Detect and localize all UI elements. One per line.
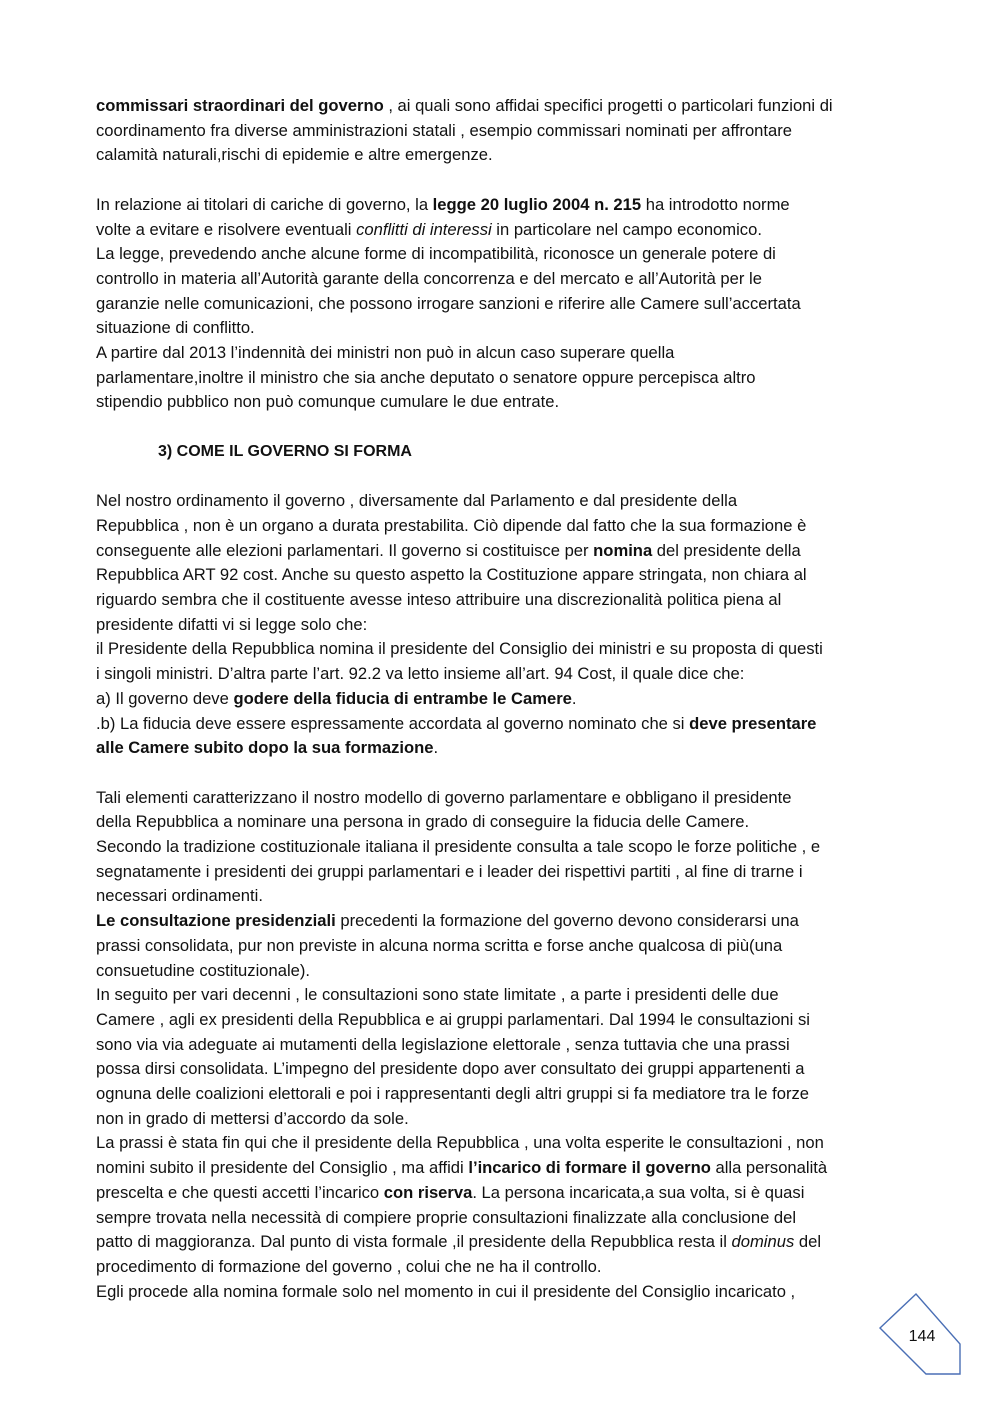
text-line: non in grado di mettersi d’accordo da sole.: [96, 1108, 409, 1128]
text-line: nomini subito il presidente del Consiglio , ma affidi l’incarico di formare il governo alla personalità: [96, 1158, 828, 1178]
text-line: .b) La fiducia deve essere espressamente accordata al governo nominato che si deve presentare: [96, 713, 817, 733]
text-line: segnatamente i presidenti dei gruppi parlamentari e i leader dei rispettivi partiti , al fine di trarne i: [96, 861, 803, 881]
text-line: coordinamento fra diverse amministrazioni statali , esempio commissari nominati per affrontare: [96, 120, 792, 140]
text-line: In seguito per vari decenni , le consultazioni sono state limitate , a parte i presidenti delle due: [96, 985, 779, 1005]
text-line: della Repubblica a nominare una persona in grado di conseguire la fiducia delle Camere.: [96, 812, 750, 832]
text-line: Egli procede alla nomina formale solo nel momento in cui il presidente del Consiglio incaricato ,: [96, 1281, 796, 1301]
bold-term: godere della fiducia di entrambe le Camere: [233, 688, 572, 708]
page-number: 144: [908, 1328, 936, 1345]
paragraph-legge-215: [96, 193, 906, 415]
bold-term: commissari straordinari del governo: [96, 96, 384, 115]
text-line: volte a evitare e risolvere eventuali conflitti di interessi in particolare nel campo economico.: [96, 219, 762, 239]
text-line: La prassi è stata fin qui che il presidente della Repubblica , una volta esperite le consultazioni , non: [96, 1133, 824, 1153]
text-line: conseguente alle elezioni parlamentari. Il governo si costituisce per nomina del presidente della: [96, 540, 801, 560]
text-line: garanzie nelle comunicazioni, che possono irrogare sanzioni e riferire alle Camere sull’accertata: [96, 293, 801, 313]
text-line: consuetudine costituzionale).: [96, 960, 311, 980]
text-line: prassi consolidata, pur non previste in alcuna norma scritta e forse anche qualcosa di più(una: [96, 935, 783, 955]
text-line: Tali elementi caratterizzano il nostro modello di governo parlamentare e obbligano il presidente: [96, 787, 792, 807]
paragraph-modello: [96, 786, 906, 1132]
bold-term: l’incarico di formare il governo: [468, 1158, 711, 1178]
text-line: stipendio pubblico non può comunque cumulare le due entrate.: [96, 392, 560, 412]
paragraph-prassi: [96, 1131, 906, 1304]
paragraph-gap: [96, 168, 906, 193]
text-line: necessari ordinamenti.: [96, 886, 263, 906]
paragraph-formazione: [96, 489, 906, 761]
text-line: il Presidente della Repubblica nomina il presidente del Consiglio dei ministri e su proposta di questi: [96, 639, 823, 659]
text-line: La legge, prevedendo anche alcune forme di incompatibilità, riconosce un generale potere di: [96, 244, 776, 264]
text-line: Le consultazione presidenziali precedenti la formazione del governo devono considerarsi una: [96, 911, 799, 931]
text-line: calamità naturali,rischi di epidemie e altre emergenze.: [96, 145, 493, 165]
text-line: situazione di conflitto.: [96, 318, 255, 338]
bold-term: legge 20 luglio 2004 n. 215: [432, 194, 642, 214]
text-line: patto di maggioranza. Dal punto di vista formale ,il presidente della Repubblica resta il dominus del: [96, 1232, 822, 1252]
text-line: Repubblica , non è un organo a durata prestabilita. Ciò dipende dal fatto che la sua formazione è: [96, 515, 807, 535]
text-line: Secondo la tradizione costituzionale italiana il presidente consulta a tale scopo le forze politiche , e: [96, 837, 821, 857]
text-line: presidente difatti vi si legge solo che:: [96, 614, 368, 634]
italic-term: dominus: [731, 1232, 795, 1252]
bold-term: alle Camere subito dopo la sua formazione: [96, 738, 434, 758]
paragraph-gap: [96, 415, 906, 440]
text-line: Camere , agli ex presidenti della Repubblica e ai gruppi parlamentari. Dal 1994 le consultazioni si: [96, 1009, 810, 1029]
text-line: alle Camere subito dopo la sua formazione.: [96, 738, 439, 758]
text-line: ognuna delle coalizioni elettorali e poi i rappresentanti degli altri gruppi si fa mediatore tra le forze: [96, 1084, 810, 1104]
text-line: Nel nostro ordinamento il governo , diversamente dal Parlamento e dal presidente della: [96, 491, 738, 511]
bold-term: deve presentare: [689, 713, 817, 733]
text-line: procedimento di formazione del governo , colui che ne ha il controllo.: [96, 1256, 602, 1276]
italic-term: conflitti di interessi: [356, 219, 492, 239]
bold-term: Le consultazione presidenziali: [96, 911, 336, 931]
text-line: In relazione ai titolari di cariche di governo, la legge 20 luglio 2004 n. 215 ha introdotto norme: [96, 194, 790, 214]
text-line: commissari straordinari del governo , ai quali sono affidai specifici progetti o particolari funzioni di: [96, 96, 833, 115]
bold-term: con riserva: [383, 1182, 473, 1202]
document-page: [96, 94, 906, 1304]
text-line: A partire dal 2013 l’indennità dei ministri non può in alcun caso superare quella: [96, 343, 675, 363]
text-line: parlamentare,inoltre il ministro che sia anche deputato o senatore oppure percepisca altro: [96, 367, 756, 387]
text-line: a) Il governo deve godere della fiducia di entrambe le Camere.: [96, 688, 577, 708]
section-heading: 3) COME IL GOVERNO SI FORMA: [158, 442, 412, 460]
text-line: Repubblica ART 92 cost. Anche su questo aspetto la Costituzione appare stringata, non chiara al: [96, 565, 807, 585]
text-line: sempre trovata nella necessità di compiere proprie consultazioni finalizzate alla conclusione del: [96, 1207, 797, 1227]
paragraph-commissari: [96, 94, 906, 168]
text-line: prescelta e che questi accetti l’incarico con riserva. La persona incaricata,a sua volta, si è quasi: [96, 1182, 805, 1202]
paragraph-gap: [96, 761, 906, 786]
text-line: possa dirsi consolidata. L’impegno del presidente dopo aver consultato dei gruppi appartenenti a: [96, 1059, 805, 1079]
page-number-badge: [872, 1290, 968, 1386]
bold-term: nomina: [593, 540, 653, 560]
paragraph-gap: [96, 465, 906, 490]
text-line: i singoli ministri. D’altra parte l’art. 92.2 va letto insieme all’art. 94 Cost, il quale dice che:: [96, 664, 745, 684]
text-line: sono via via adeguate ai mutamenti della legislazione elettorale , senza tuttavia che una prassi: [96, 1034, 790, 1054]
text-line: controllo in materia all’Autorità garante della concorrenza e del mercato e all’Autorità per le: [96, 268, 762, 288]
text-line: riguardo sembra che il costituente avesse inteso attribuire una discrezionalità politica piena al: [96, 590, 782, 610]
